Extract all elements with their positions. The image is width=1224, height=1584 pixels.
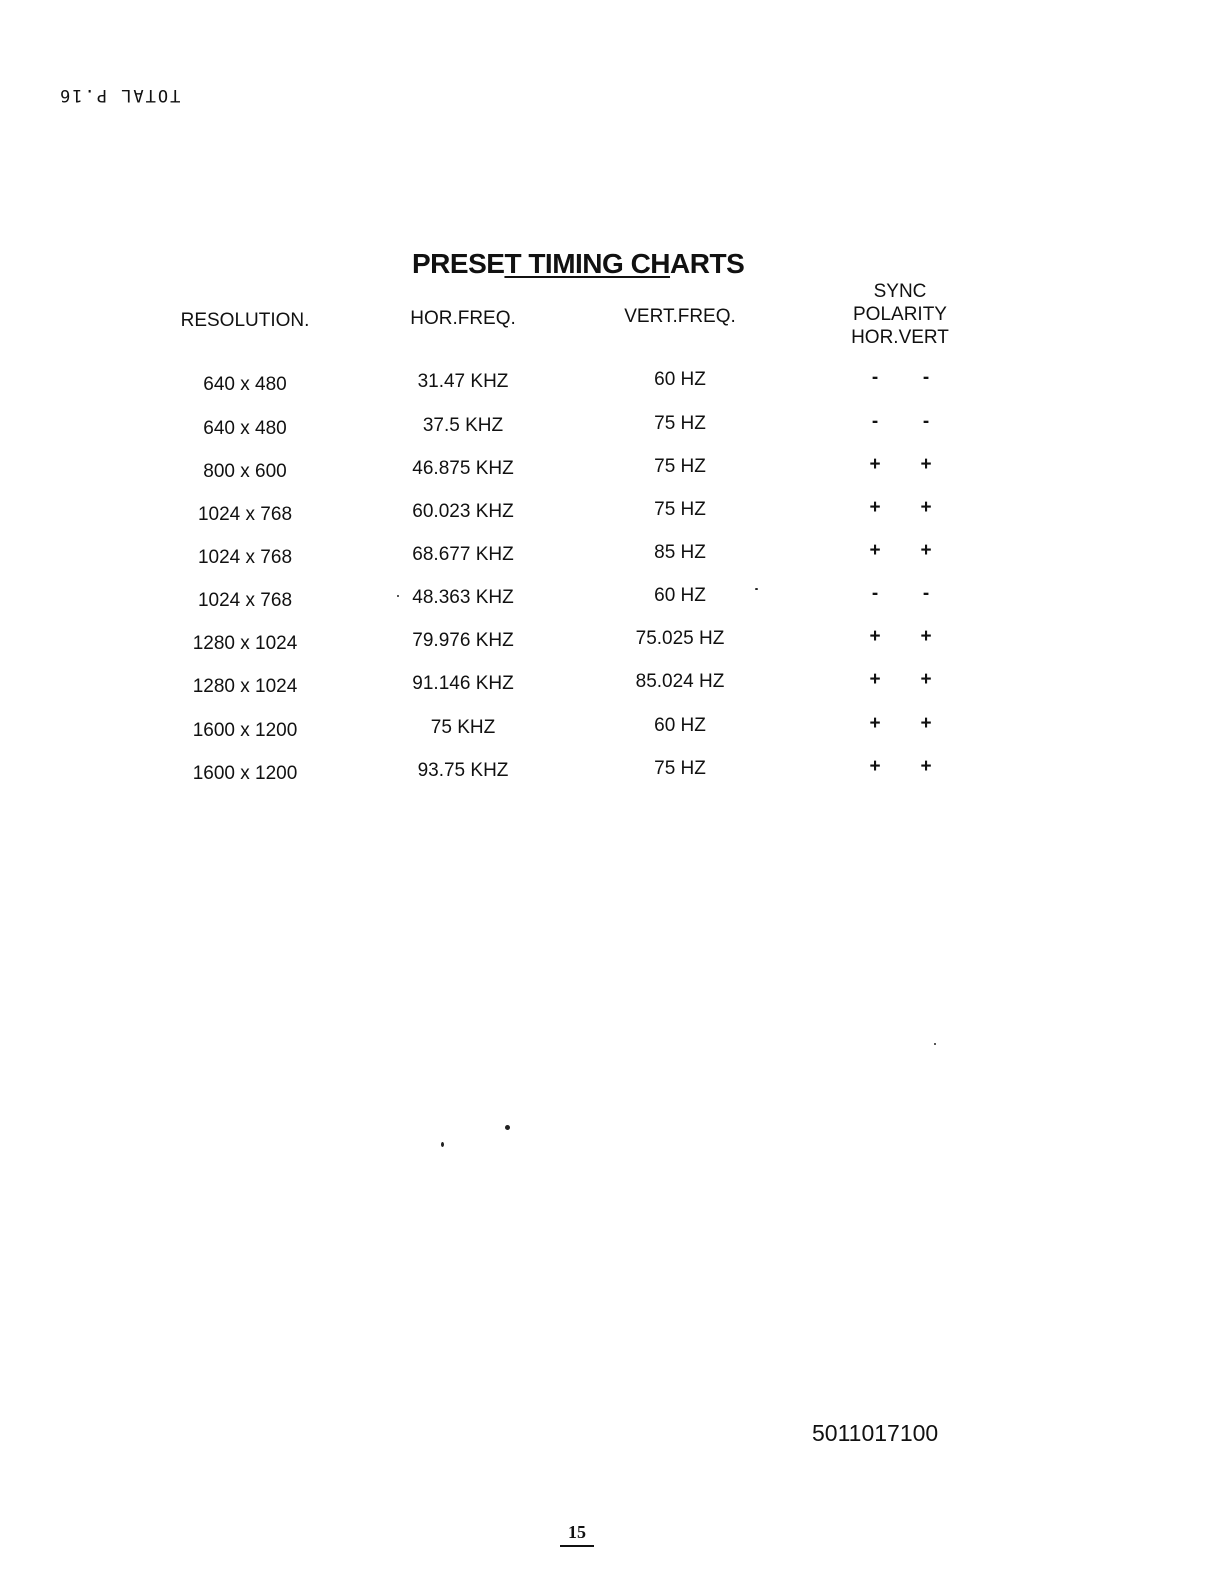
cell-vert-freq: 60 HZ [654, 715, 706, 736]
cell-resolution: 1280 x 1024 [192, 676, 298, 697]
cell-hor-freq: 79.976 KHZ [412, 630, 514, 651]
scan-speck [441, 1142, 444, 1147]
cell-vert-freq: 85 HZ [654, 542, 706, 563]
cell-resolution: 640 x 480 [203, 418, 287, 439]
cell-hor-freq: 37.5 KHZ [422, 415, 504, 436]
cell-resolution: 800 x 600 [203, 461, 287, 482]
page-number: 15 [560, 1522, 594, 1547]
header-vert-freq: VERT.FREQ. [624, 306, 736, 327]
cell-vert-freq: 75.025 HZ [635, 628, 725, 649]
part-number: 5011017100 [812, 1420, 939, 1446]
header-sync-line3: HOR.VERT [851, 327, 949, 348]
cell-sync-hor: + [869, 497, 881, 518]
header-sync-polarity [830, 280, 970, 349]
cell-hor-freq: 46.875 KHZ [412, 458, 514, 479]
fax-header: TOTAL P.16 [58, 85, 181, 105]
scan-speck [934, 1043, 936, 1045]
cell-sync-vert: + [920, 713, 932, 734]
header-sync-line1: SYNC [873, 281, 927, 302]
cell-resolution: 1280 x 1024 [192, 633, 298, 654]
cell-hor-freq: 48.363 KHZ [412, 587, 514, 608]
cell-sync-hor: + [869, 626, 881, 647]
cell-hor-freq: 75 KHZ [430, 717, 496, 738]
cell-resolution: 1600 x 1200 [192, 763, 298, 784]
title-start: PRESE [412, 248, 505, 279]
cell-sync-vert: + [920, 626, 932, 647]
cell-hor-freq: 60.023 KHZ [412, 501, 514, 522]
cell-vert-freq: 75 HZ [654, 499, 706, 520]
header-resolution: RESOLUTION. [180, 310, 310, 331]
cell-vert-freq: 75 HZ [654, 413, 706, 434]
cell-sync-vert: + [920, 454, 932, 475]
cell-resolution: 1024 x 768 [197, 504, 293, 525]
cell-sync-hor: + [869, 454, 881, 475]
cell-sync-hor: - [871, 583, 879, 604]
cell-sync-vert: + [920, 540, 932, 561]
cell-hor-freq: 91.146 KHZ [412, 673, 514, 694]
cell-hor-freq: 93.75 KHZ [417, 760, 509, 781]
cell-sync-hor: - [871, 367, 879, 388]
cell-sync-vert: - [922, 583, 930, 604]
cell-sync-vert: + [920, 497, 932, 518]
title-end: ARTS [670, 248, 745, 279]
cell-resolution: 1024 x 768 [197, 590, 293, 611]
cell-vert-freq: 85.024 HZ [635, 671, 725, 692]
cell-resolution: 1024 x 768 [197, 547, 293, 568]
cell-hor-freq: 68.677 KHZ [412, 544, 514, 565]
cell-sync-vert: - [922, 411, 930, 432]
header-hor-freq: HOR.FREQ. [410, 308, 516, 329]
cell-sync-vert: - [922, 367, 930, 388]
cell-sync-vert: + [920, 669, 932, 690]
page-title [412, 248, 744, 280]
cell-hor-freq: 31.47 KHZ [417, 371, 509, 392]
header-sync-line2: POLARITY [853, 304, 947, 325]
cell-sync-hor: + [869, 540, 881, 561]
title-underlined: T TIMING CH [504, 248, 671, 279]
cell-vert-freq: 60 HZ [654, 369, 706, 390]
cell-vert-freq: 75 HZ [654, 456, 706, 477]
scan-speck [397, 595, 399, 597]
cell-sync-hor: + [869, 756, 881, 777]
cell-sync-vert: + [920, 756, 932, 777]
cell-resolution: 640 x 480 [203, 374, 287, 395]
cell-vert-freq: 60 HZ [654, 585, 706, 606]
cell-sync-hor: + [869, 713, 881, 734]
cell-vert-freq: 75 HZ [654, 758, 706, 779]
scan-speck [505, 1125, 510, 1130]
cell-resolution: 1600 x 1200 [192, 720, 298, 741]
scan-speck [755, 588, 758, 590]
cell-sync-hor: + [869, 669, 881, 690]
cell-sync-hor: - [871, 411, 879, 432]
